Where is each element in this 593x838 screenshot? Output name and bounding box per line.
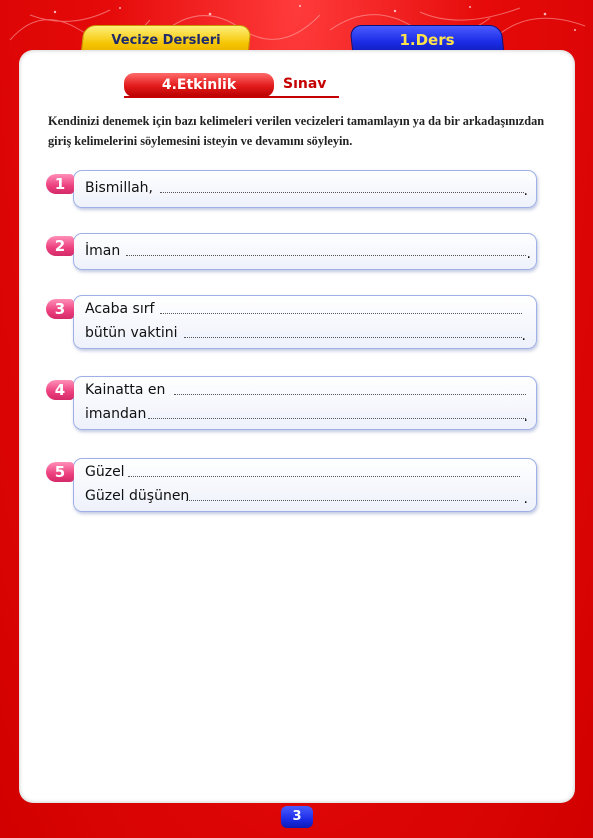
activity-underline [124,96,339,98]
item-5-line-2: Güzel düşünen [85,488,190,504]
item-box-2[interactable] [73,233,537,270]
item-number-3: 3 [46,299,74,319]
item-4-answer-line-1[interactable] [174,394,526,395]
item-box-3[interactable] [73,295,537,349]
item-4-line-1: Kainatta en [85,382,166,398]
item-1-answer-line-1[interactable] [160,192,524,193]
item-2-line-1: İman [85,243,121,259]
activity-subtitle: Sınav [283,76,327,92]
item-3-answer-line-2[interactable] [184,337,522,338]
item-number-1: 1 [46,174,74,194]
activity-badge [124,73,274,97]
item-box-1[interactable] [73,170,537,208]
instructions-text: Kendinizi denemek için bazı kelimeleri verilen vecizeleri tamamlayın ya da bir arkadaşınızdan giriş kelimelerini söylemesini isteyin ve devamını söyleyin. [48,114,545,148]
item-1-line-1: Bismillah, [85,180,153,196]
item-3-line-2: bütün vaktini [85,325,178,341]
item-5-answer-line-1[interactable] [128,476,520,477]
item-3-period: . [521,328,526,344]
item-3-answer-line-1[interactable] [160,313,522,314]
tab-lesson-1-label: 1.Ders [399,31,455,49]
item-2-answer-line-1[interactable] [126,255,526,256]
item-5-period: . [523,491,528,507]
item-number-5: 5 [46,462,74,482]
item-5-line-1: Güzel [85,464,125,480]
item-number-4: 4 [46,380,74,400]
activity-label: 4.Etkinlik [161,77,237,93]
tab-vecize-dersleri-label: Vecize Dersleri [111,33,221,48]
item-1-period: . [523,183,528,199]
item-5-answer-line-2[interactable] [186,500,518,501]
item-4-line-2: imandan [85,406,147,422]
page-number: 3 [281,806,313,828]
item-box-4[interactable] [73,376,537,430]
item-3-line-1: Acaba sırf [85,301,155,317]
item-box-5[interactable] [73,458,537,512]
item-2-period: . [526,246,531,262]
item-4-answer-line-2[interactable] [148,418,526,419]
item-4-period: . [523,409,528,425]
item-number-2: 2 [46,236,74,256]
